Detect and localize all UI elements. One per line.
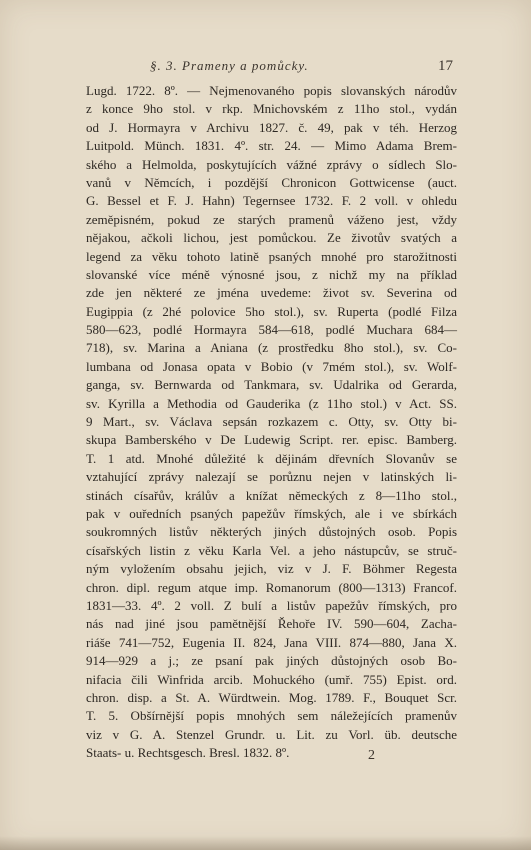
text-line: legend za věku tohoto latině psaných mnohé pro starožitnosti <box>86 248 457 264</box>
text-line: 9 Mart., sv. Václava sepsán rozkazem c. Otty, sv. Otty bi- <box>86 414 457 430</box>
text-line: 718), sv. Marina a Aniana (z prostředku 8ho stol.), sv. Co- <box>86 340 457 356</box>
text-line: slovanské více méně výnosné jsou, z nichž my na příklad <box>86 266 457 282</box>
text-line: nějakou, ačkoli lichou, jest pomůckou. Ze životův svatých a <box>86 230 457 246</box>
text-line: ganga, sv. Bernwarda od Tankmara, sv. Udalrika od Gerarda, <box>86 377 457 393</box>
text-line: nás nad jiné jsou pamětnější Řehoře IV. 590—604, Zacha- <box>86 616 457 632</box>
text-line: Staats- u. Rechtsgesch. Bresl. 1832. 8º. <box>86 745 290 761</box>
text-line: G. Bessel et F. J. Hahn) Tegernsee 1732. F. 2 voll. v ohledu <box>86 193 457 209</box>
text-line: Luitpold. Münch. 1831. 4º. str. 24. — Mimo Adama Brem- <box>86 138 457 154</box>
text-line: ského a Helmolda, poskytujících vážné zprávy o sídlech Slo- <box>86 156 457 172</box>
text-line: chron. dipl. regum atque imp. Romanorum (800—1313) Francof. <box>86 579 457 595</box>
text-line: chron. disp. a St. A. Würdtwein. Mog. 1789. F., Bouquet Scr. <box>86 689 457 705</box>
text-line: vanů v Němcích, i pozdější Chronicon Gottwicense (auct. <box>86 174 457 190</box>
text-line: zde jen některé ze jména uvedeme: život sv. Severina od <box>86 285 457 301</box>
body-text <box>86 82 457 762</box>
text-line: 580—623, podlé Hormayra 584—618, podlé Muchara 684— <box>86 322 457 338</box>
text-line: skupa Bamberského v De Ludewig Script. rer. episc. Bamberg. <box>86 432 457 448</box>
text-line: lumbana od Jonasa opata v Bobio (v 7mém stol.), sv. Wolf- <box>86 358 457 374</box>
text-line: riáše 741—752, Eugenia II. 824, Jana VIII. 874—880, Jana X. <box>86 634 457 650</box>
text-line: T. 5. Obšírnější popis mnohých sem náležejících pramenův <box>86 708 457 724</box>
text-line: T. 1 atd. Mnohé důležité k dějinám dřevních Slovanův se <box>86 450 457 466</box>
text-line: od J. Hormayra v Archivu 1827. č. 49, pak v téh. Herzog <box>86 119 457 135</box>
running-head: §. 3. Prameny a pomůcky. <box>150 58 309 73</box>
text-line: soukromných listův některých jiných důstojných osob. Popis <box>86 524 457 540</box>
text-line: sv. Kyrilla a Methodia od Gauderika (z 11ho stol.) v Act. SS. <box>86 395 457 411</box>
text-line: 1831—33. 4º. 2 voll. Z bulí a listův papežův římských, pro <box>86 597 457 613</box>
text-line: 914—929 a j.; ze psaní pak jiných důstojných osob Bo- <box>86 653 457 669</box>
text-line: Lugd. 1722. 8º. — Nejmenovaného popis slovanských národův <box>86 83 457 98</box>
page-number: 17 <box>438 58 453 74</box>
text-line: stinách císařův, králův a knížat německých z 8—11ho stol., <box>86 487 457 503</box>
text-line: Eugippia (z 2hé polovice 5ho stol.), sv. Ruperta (podlé Filza <box>86 303 457 319</box>
text-line: vztahující zprávy nalezají se porůznu nejen v latinských li- <box>86 469 457 485</box>
text-line: viz v G. A. Stenzel Grundr. u. Lit. zu Vorl. üb. deutsche <box>86 726 457 742</box>
text-line: zeměpisném, pokud ze starých pramenů váženo jest, vždy <box>86 211 457 227</box>
signature-mark: 2 <box>368 748 375 763</box>
page-edge-shadow <box>0 836 531 850</box>
text-line: z konce 9ho stol. v rkp. Mnichovském z 11ho stol., vydán <box>86 101 457 117</box>
text-line: pak v ouředních psaných papežův římských, ale i ve sbírkách <box>86 505 457 521</box>
text-line: ným vyložením obsahu jejich, viz v J. F. Böhmer Regesta <box>86 561 457 577</box>
text-line: nifacia čili Winfrida arcib. Mohuckého (umř. 755) Epist. ord. <box>86 671 457 687</box>
text-line: císařských listin z věku Karla Vel. a jeho nástupcův, se struč- <box>86 542 457 558</box>
